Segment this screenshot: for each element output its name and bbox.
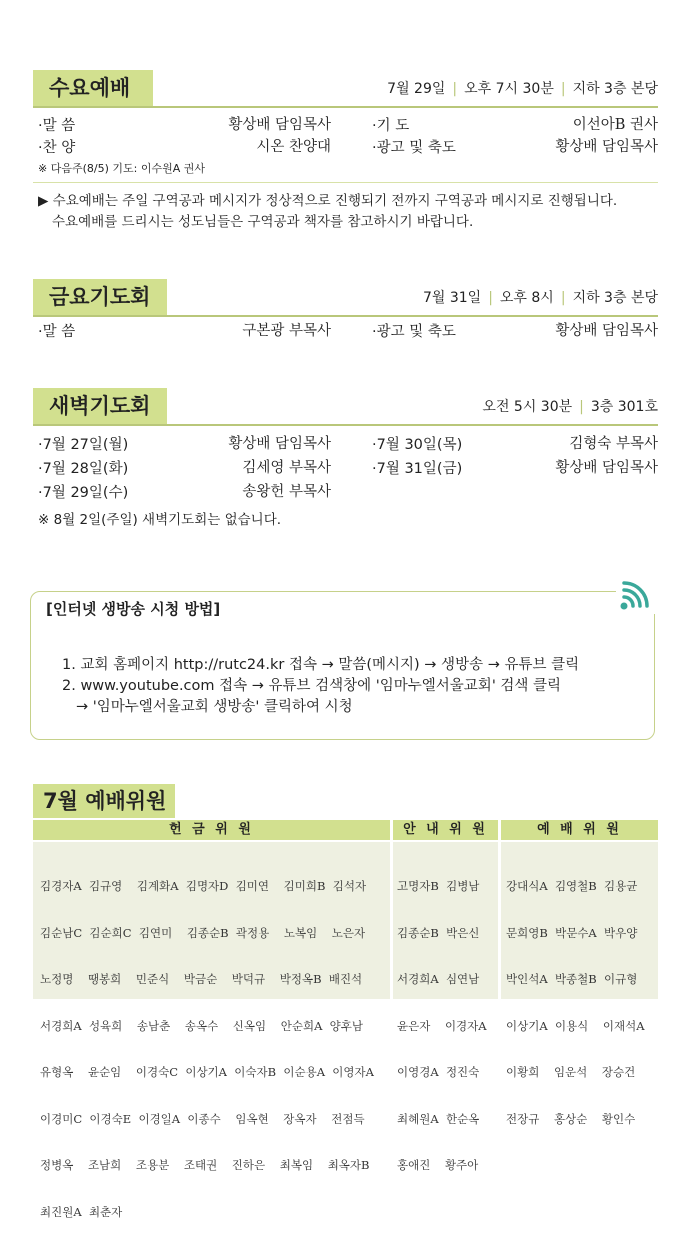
dawn-preacher: 김형숙 부목사 [569, 436, 658, 452]
internet-step1: 1. 교회 홈페이지 http://rutc24.kr 접속 → 말씀(메시지) → 생방송 → 유튜브 클릭 [62, 657, 580, 673]
internet-title: [인터넷 생방송 시청 방법] [46, 600, 221, 618]
roster-title: 7월 예배위원 [33, 784, 175, 818]
wifi-icon [616, 580, 658, 614]
dawn-time: 오전 5시 30분 [482, 399, 573, 415]
dawn-header [33, 388, 658, 426]
wed-praise-value: 시온 찬양대 [256, 139, 331, 155]
wed-benediction-value: 황상배 담임목사 [555, 139, 658, 155]
wednesday-date: 7월 29일 [387, 81, 446, 97]
friday-schedule: 7월 31일 | 오후 8시 | 지하 3층 본당 [422, 290, 658, 306]
divider [33, 182, 658, 183]
offering-names [40, 848, 374, 1236]
dawn-preacher: 황상배 담임목사 [228, 436, 331, 452]
list-item: 서경희A 성육희 송남춘 송옥수 신옥임 안순희A 양후남 [40, 1018, 364, 1033]
fri-sermon-value: 구본광 부목사 [242, 323, 331, 339]
worship-names [506, 848, 645, 1143]
list-item: 최혜원A 한순옥 [397, 1111, 480, 1126]
dawn-preacher: 김세영 부목사 [242, 460, 331, 476]
friday-date: 7월 31일 [422, 290, 482, 306]
wednesday-title: 수요예배 [33, 70, 153, 106]
list-item: 노정명 땡봉희 민준식 박금순 박덕규 박정옥B 배진석 [40, 972, 363, 986]
dawn-title: 새벽기도회 [33, 388, 167, 424]
wed-sermon-value: 황상배 담임목사 [228, 117, 331, 133]
wed-notice-line2: 수요예배를 드리시는 성도님들은 구역공과 책자를 참고하시기 바랍니다. [52, 214, 474, 230]
dawn-preacher: 송왕헌 부목사 [242, 484, 331, 500]
dawn-schedule: 오전 5시 30분 | 3층 301호 [482, 399, 658, 415]
list-item: 이황희 임운석 장승건 [506, 1065, 636, 1079]
wed-sermon-label: ·말 씀 [38, 118, 76, 134]
list-item: 최진원A 최춘자 [40, 1204, 123, 1219]
worship-header: 예 배 위 원 [501, 820, 658, 840]
dawn-place: 3층 301호 [590, 399, 658, 415]
friday-time: 오후 8시 [499, 290, 554, 306]
list-item: 홍애진 황주아 [397, 1158, 479, 1172]
list-item: 정병옥 조남희 조용분 조태권 진하은 최복임 최옥자B [40, 1158, 370, 1172]
fri-sermon-label: ·말 씀 [38, 324, 76, 340]
friday-place: 지하 3층 본당 [572, 290, 658, 306]
wed-praise-label: ·찬 양 [38, 140, 76, 156]
dawn-day-label: ·7월 27일(월) [38, 437, 129, 453]
list-item: 이영경A 정진숙 [397, 1065, 480, 1079]
wednesday-header [33, 70, 658, 108]
wednesday-schedule: 7월 29일 | 오후 7시 30분 | 지하 3층 본당 [387, 81, 658, 97]
wed-prayer-value: 이선아B 권사 [572, 117, 658, 133]
wed-notice-line1: ▶ 수요예배는 주일 구역공과 메시지가 정상적으로 진행되기 전까지 구역공과 메시지로 진행됩니다. [38, 193, 618, 209]
wed-prayer-label: ·기 도 [372, 118, 410, 134]
dawn-preacher: 황상배 담임목사 [555, 460, 658, 476]
usher-header: 안 내 위 원 [393, 820, 498, 840]
friday-header [33, 279, 658, 317]
list-item: 고명자B 김병남 [397, 879, 480, 893]
internet-step3: → '임마누엘서울교회 생방송' 클릭하여 시청 [76, 699, 353, 715]
list-item: 유형옥 윤순임 이경숙C 이상기A 이숙자B 이순용A 이영자A [40, 1065, 374, 1079]
list-item: 강대식A 김영철B 김용균 [506, 879, 638, 893]
list-item: 서경희A 심연남 [397, 972, 480, 986]
dawn-day-label: ·7월 31일(금) [372, 461, 463, 477]
wed-next-prayer-note: ※ 다음주(8/5) 기도: 이수원A 권사 [38, 162, 205, 175]
offering-header: 헌 금 위 원 [33, 820, 390, 840]
dawn-day-label: ·7월 30일(목) [372, 437, 463, 453]
fri-benediction-value: 황상배 담임목사 [555, 323, 658, 339]
wednesday-place: 지하 3층 본당 [572, 81, 658, 97]
usher-names [397, 848, 487, 1189]
list-item: 김경자A 김규영 김계화A 김명자D 김미연 김미희B 김석자 [40, 879, 367, 893]
list-item: 김순남C 김순희C 김연미 김종순B 곽정용 노복임 노은자 [40, 925, 366, 940]
list-item: 전장규 홍상순 황인수 [506, 1111, 636, 1126]
dawn-day-label: ·7월 29일(수) [38, 485, 129, 501]
friday-title: 금요기도회 [33, 279, 167, 315]
list-item: 김종순B 박은신 [397, 925, 480, 940]
list-item: 박인석A 박종철B 이규형 [506, 972, 638, 986]
wed-benediction-label: ·광고 및 축도 [372, 140, 456, 156]
internet-step2: 2. www.youtube.com 접속 → 유튜브 검색창에 '임마누엘서울교회' 검색 클릭 [62, 678, 562, 694]
dawn-day-label: ·7월 28일(화) [38, 461, 129, 477]
fri-benediction-label: ·광고 및 축도 [372, 324, 456, 340]
list-item: 문희영B 박문수A 박우양 [506, 925, 638, 940]
list-item: 이경미C 이경숙E 이경일A 이종수 임옥현 장옥자 전점득 [40, 1111, 365, 1126]
dawn-note: ※ 8월 2일(주일) 새벽기도회는 없습니다. [38, 512, 282, 528]
list-item: 이상기A 이용식 이재석A [506, 1018, 645, 1033]
wednesday-time: 오후 7시 30분 [464, 81, 554, 97]
list-item: 윤은자 이경자A [397, 1018, 487, 1033]
